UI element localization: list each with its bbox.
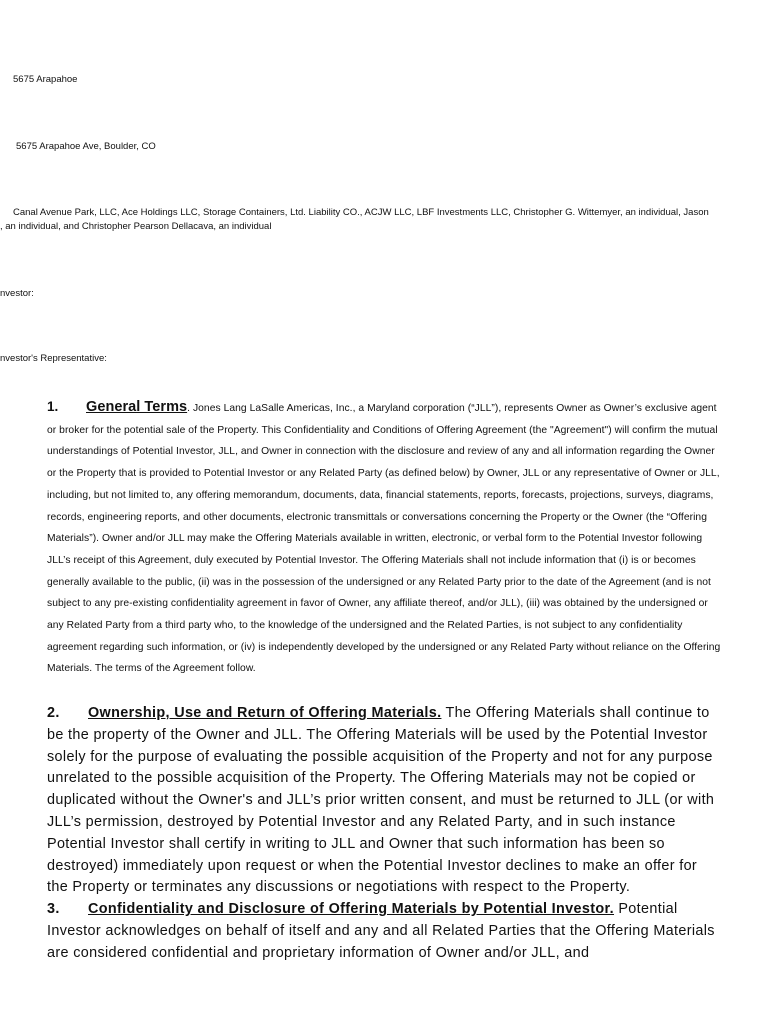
investor-representative-label: nvestor's Representative:	[0, 353, 107, 364]
terms-section-1	[47, 396, 722, 680]
potential-investor-label: nvestor:	[0, 288, 34, 299]
section-body: The Offering Materials shall continue to be the property of the Owner and JLL. The Offering Materials will be used by the Potential Investor solely for the purpose of evaluating the possible acquisition of the Property and not for any purpose unrelated to the possible acquisition of the Property. The Offering Materials may not be copied or duplicated without the Owner's and JLL’s prior written consent, and must be returned to JLL (or with JLL’s permission, destroyed by Potential Investor and any Related Party, and in such instance Potential Investor shall certify in writing to JLL and Owner that such information has been so destroyed) immediately upon request or when the Potential Investor declines to make an offer for the Property or terminates any discussions or negotiations with respect to the Property.	[47, 705, 715, 896]
section-heading: General Terms	[86, 399, 188, 415]
property-name: 5675 Arapahoe	[13, 74, 78, 85]
section-number: 3.	[47, 901, 60, 917]
terms-section-2	[47, 703, 722, 899]
terms-section-3	[47, 899, 722, 964]
owner-line-1: Canal Avenue Park, LLC, Ace Holdings LLC, Storage Containers, Ltd. Liability CO., ACJW LLC, LBF Investments LLC, Christopher G. Wittemyer, an individual, Jason	[13, 207, 709, 218]
section-heading: Confidentiality and Disclosure of Offering Materials by Potential Investor.	[88, 901, 615, 917]
owner-line-2: , an individual, and Christopher Pearson Dellacava, an individual	[0, 221, 272, 232]
section-heading: Ownership, Use and Return of Offering Materials.	[88, 705, 442, 721]
section-number: 2.	[47, 705, 60, 721]
property-address: 5675 Arapahoe Ave, Boulder, CO	[16, 141, 156, 152]
section-body: . Jones Lang LaSalle Americas, Inc., a Maryland corporation (“JLL”), represents Owner as Owner’s exclusive agent or broker for the potential sale of the Property. This Confidentiality and Conditions of Offering Agreement (the "Agreement") will confirm the mutual understandings of Potential Investor, JLL, and Owner in connection with the disclosure and review of any and all information regarding the Owner or the Property that is provided to Potential Investor or any Related Party (as defined below) by Owner, JLL or any representative of Owner or JLL, including, but not limited to, any offering memorandum, documents, data, financial statements, reports, forecasts, projections, surveys, diagrams, records, engineering reports, and other documents, electronic transmittals or conversations concerning the Property or the Owner (the “Offering Materials”). Owner and/or JLL may make the Offering Materials available in written, electronic, or verbal form to the Potential Investor following JLL’s receipt of this Agreement, duly executed by Potential Investor. The Offering Materials shall not include information that (i) is or becomes generally available to the public, (ii) was in the possession of the undersigned or any Related Party prior to the date of the Agreement (and is not subject to any pre-existing confidentiality agreement in favor of Owner, any affiliate thereof, and/or JLL), (iii) was obtained by the undersigned or any Related Party from a third party who, to the knowledge of the undersigned and the Related Parties, is not subject to any confidentiality agreement regarding such information, or (iv) is independently developed by the undersigned or any Related Party without reliance on the Offering Materials. The terms of the Agreement follow.	[47, 403, 721, 675]
section-number: 1.	[47, 399, 59, 414]
section-body: Potential Investor acknowledges on behalf of itself and any and all Related Parties that the Offering Materials are considered confidential and proprietary information of Owner and/or JLL, and	[47, 901, 715, 961]
